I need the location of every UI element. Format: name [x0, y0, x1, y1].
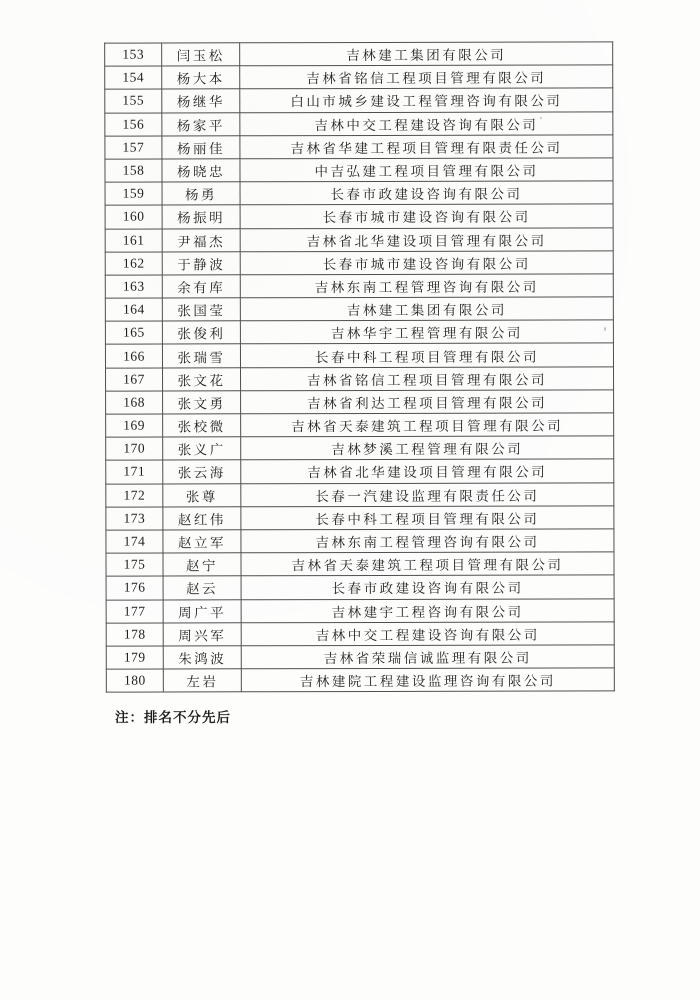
rank-cell: 162 [105, 252, 162, 275]
name-cell: 张国莹 [162, 298, 240, 321]
table-row [106, 575, 614, 600]
personnel-roster-table-body [105, 42, 615, 693]
rank-cell: 166 [105, 344, 162, 367]
rank-cell: 173 [106, 507, 163, 530]
company-cell: 长春市政建设咨询有限公司 [241, 575, 614, 599]
name-cell: 张文花 [163, 367, 241, 390]
name-cell: 尹福杰 [162, 228, 240, 251]
table-row [105, 65, 613, 90]
name-cell: 张云海 [163, 460, 241, 483]
rank-cell: 155 [105, 89, 162, 112]
company-cell: 吉林省天泰建筑工程项目管理有限公司 [241, 552, 614, 576]
company-cell: 长春中科工程项目管理有限公司 [241, 506, 614, 530]
name-cell: 张文勇 [163, 391, 241, 414]
name-cell: 周广平 [163, 599, 241, 622]
scan-speckle [604, 327, 606, 331]
name-cell: 张瑞雪 [162, 344, 240, 367]
table-row [106, 459, 614, 484]
company-cell: 吉林华宇工程管理有限公司 [240, 320, 613, 344]
company-cell: 吉林省铭信工程项目管理有限公司 [241, 366, 614, 390]
table-row [106, 413, 614, 438]
rank-cell: 170 [106, 437, 163, 460]
name-cell: 朱鸿波 [163, 646, 241, 669]
ranking-footnote: 注：排名不分先后 [115, 710, 231, 725]
table-row [106, 390, 614, 415]
company-cell: 中吉弘建工程项目管理有限公司 [240, 158, 613, 182]
rank-cell: 171 [106, 460, 163, 483]
name-cell: 杨勇 [162, 182, 240, 205]
company-cell: 吉林省天泰建筑工程项目管理有限公司 [241, 413, 614, 437]
name-cell: 赵红伟 [163, 507, 241, 530]
company-cell: 吉林中交工程建设咨询有限公司 [241, 622, 614, 646]
table-row [106, 645, 614, 670]
table-row [106, 366, 614, 391]
company-cell: 吉林梦溪工程管理有限公司 [241, 436, 614, 460]
table-row [105, 204, 613, 229]
rank-cell: 167 [106, 368, 163, 391]
rank-cell: 161 [105, 229, 162, 252]
company-cell: 吉林建院工程建设监理咨询有限公司 [241, 668, 614, 692]
rank-cell: 169 [106, 414, 163, 437]
table-row [106, 668, 614, 693]
rank-cell: 159 [105, 182, 162, 205]
company-cell: 长春一汽建设监理有限责任公司 [241, 482, 614, 506]
rank-cell: 163 [105, 275, 162, 298]
rank-cell: 179 [106, 646, 163, 669]
rank-cell: 175 [106, 553, 163, 576]
table-row [105, 111, 613, 136]
rank-cell: 172 [106, 484, 163, 507]
rank-cell: 164 [105, 298, 162, 321]
rank-cell: 157 [105, 136, 162, 159]
table-row [105, 88, 613, 113]
scan-speckle [214, 305, 217, 306]
table-row [106, 622, 614, 647]
name-cell: 杨家平 [162, 112, 240, 135]
company-cell: 长春中科工程项目管理有限公司 [240, 343, 613, 367]
name-cell: 闫玉松 [162, 43, 240, 66]
name-cell: 张义广 [163, 437, 241, 460]
rank-cell: 160 [105, 205, 162, 228]
rank-cell: 176 [106, 576, 163, 599]
table-row [105, 320, 613, 345]
table-row [105, 158, 613, 183]
name-cell: 赵宁 [163, 553, 241, 576]
company-cell: 吉林建工集团有限公司 [240, 297, 613, 321]
name-cell: 杨丽佳 [162, 136, 240, 159]
name-cell: 杨大本 [162, 66, 240, 89]
name-cell: 周兴军 [163, 622, 241, 645]
table-row [105, 343, 613, 368]
table-row [106, 506, 614, 531]
company-cell: 吉林建工集团有限公司 [240, 42, 613, 66]
company-cell: 吉林东南工程管理咨询有限公司 [241, 529, 614, 553]
rank-cell: 153 [105, 43, 162, 66]
name-cell: 左岩 [163, 669, 241, 692]
table-row [105, 297, 613, 322]
rank-cell: 174 [106, 530, 163, 553]
table-row [106, 598, 614, 623]
name-cell: 张俊利 [162, 321, 240, 344]
rank-cell: 168 [106, 391, 163, 414]
name-cell: 赵云 [163, 576, 241, 599]
company-cell: 吉林省铭信工程项目管理有限公司 [240, 65, 613, 89]
company-cell: 吉林中交工程建设咨询有限公司 [240, 111, 613, 135]
table-row [106, 529, 614, 554]
company-cell: 吉林省北华建设项目管理有限公司 [240, 227, 613, 251]
table-row [105, 135, 613, 160]
company-cell: 吉林省荣瑞信诚监理有限公司 [241, 645, 614, 669]
rank-cell: 178 [106, 623, 163, 646]
company-cell: 吉林建宇工程咨询有限公司 [241, 598, 614, 622]
scan-speckle [540, 117, 542, 119]
rank-cell: 156 [105, 113, 162, 136]
table-row [106, 482, 614, 507]
name-cell: 杨晓忠 [162, 159, 240, 182]
company-cell: 长春市城市建设咨询有限公司 [240, 204, 613, 228]
name-cell: 余有库 [162, 275, 240, 298]
name-cell: 张尊 [163, 483, 241, 506]
table-row [106, 436, 614, 461]
company-cell: 长春市城市建设咨询有限公司 [240, 251, 613, 275]
rank-cell: 177 [106, 600, 163, 623]
company-cell: 吉林省利达工程项目管理有限公司 [241, 390, 614, 414]
company-cell: 吉林省北华建设项目管理有限公司 [241, 459, 614, 483]
rank-cell: 180 [106, 669, 163, 692]
table-row [106, 552, 614, 577]
name-cell: 杨振明 [162, 205, 240, 228]
personnel-roster-table [104, 41, 615, 693]
table-row [105, 42, 613, 67]
rank-cell: 154 [105, 66, 162, 89]
name-cell: 于静波 [162, 251, 240, 274]
rank-cell: 158 [105, 159, 162, 182]
table-row [105, 227, 613, 252]
company-cell: 长春市政建设咨询有限公司 [240, 181, 613, 205]
table-row [105, 181, 613, 206]
table-row [105, 251, 613, 276]
company-cell: 吉林省华建工程项目管理有限责任公司 [240, 135, 613, 159]
table-row [105, 274, 613, 299]
rank-cell: 165 [105, 321, 162, 344]
company-cell: 白山市城乡建设工程管理咨询有限公司 [240, 88, 613, 112]
name-cell: 张校微 [163, 414, 241, 437]
company-cell: 吉林东南工程管理咨询有限公司 [240, 274, 613, 298]
name-cell: 赵立军 [163, 530, 241, 553]
name-cell: 杨继华 [162, 89, 240, 112]
